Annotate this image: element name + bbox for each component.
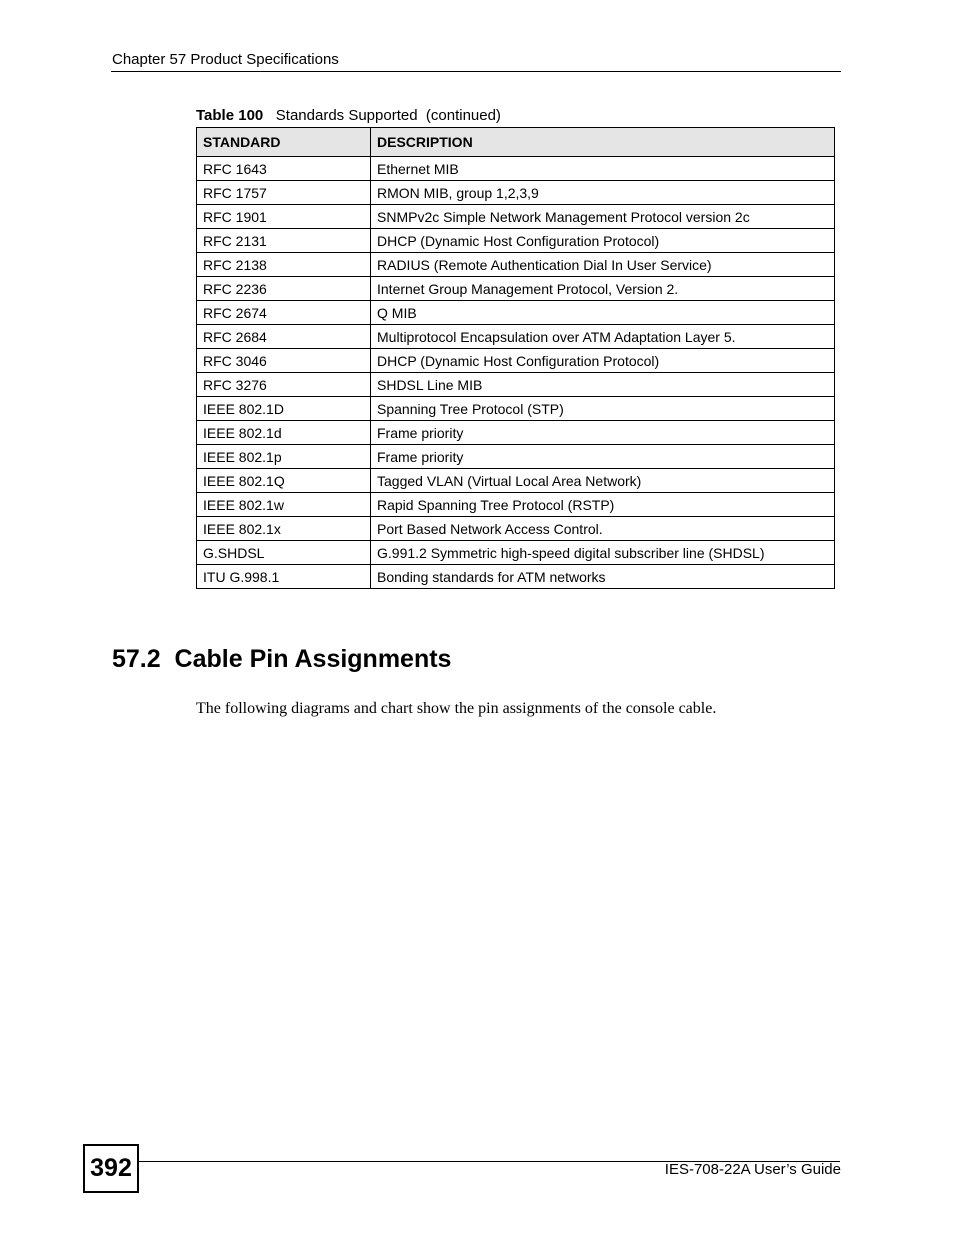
table-row bbox=[197, 421, 835, 445]
table-row bbox=[197, 277, 835, 301]
standard-cell: RFC 3046 bbox=[197, 349, 371, 373]
description-cell: Port Based Network Access Control. bbox=[371, 517, 835, 541]
standard-cell: IEEE 802.1D bbox=[197, 397, 371, 421]
description-cell: RADIUS (Remote Authentication Dial In User Service) bbox=[371, 253, 835, 277]
description-cell: DHCP (Dynamic Host Configuration Protocol) bbox=[371, 349, 835, 373]
table-row bbox=[197, 445, 835, 469]
description-cell: Internet Group Management Protocol, Version 2. bbox=[371, 277, 835, 301]
standard-cell: IEEE 802.1Q bbox=[197, 469, 371, 493]
description-cell: Rapid Spanning Tree Protocol (RSTP) bbox=[371, 493, 835, 517]
description-cell: Spanning Tree Protocol (STP) bbox=[371, 397, 835, 421]
standard-cell: G.SHDSL bbox=[197, 541, 371, 565]
standard-cell: IEEE 802.1p bbox=[197, 445, 371, 469]
table-row bbox=[197, 541, 835, 565]
table-caption-text: Standards Supported (continued) bbox=[275, 107, 501, 124]
description-cell: Q MIB bbox=[371, 301, 835, 325]
description-cell: G.991.2 Symmetric high-speed digital subscriber line (SHDSL) bbox=[371, 541, 835, 565]
column-header-description: DESCRIPTION bbox=[371, 128, 835, 157]
description-cell: DHCP (Dynamic Host Configuration Protocol) bbox=[371, 229, 835, 253]
header-divider bbox=[111, 71, 841, 72]
table-row bbox=[197, 373, 835, 397]
description-cell: Frame priority bbox=[371, 445, 835, 469]
table-row bbox=[197, 157, 835, 181]
standard-cell: ITU G.998.1 bbox=[197, 565, 371, 589]
standard-cell: RFC 2131 bbox=[197, 229, 371, 253]
standard-cell: RFC 1643 bbox=[197, 157, 371, 181]
table-row bbox=[197, 493, 835, 517]
guide-title: IES-708-22A User’s Guide bbox=[664, 1161, 841, 1178]
table-row bbox=[197, 397, 835, 421]
standard-cell: IEEE 802.1x bbox=[197, 517, 371, 541]
table-row bbox=[197, 325, 835, 349]
standard-cell: RFC 2674 bbox=[197, 301, 371, 325]
table-row bbox=[197, 517, 835, 541]
table-row bbox=[197, 229, 835, 253]
standard-cell: IEEE 802.1d bbox=[197, 421, 371, 445]
standard-cell: IEEE 802.1w bbox=[197, 493, 371, 517]
description-cell: Ethernet MIB bbox=[371, 157, 835, 181]
description-cell: SNMPv2c Simple Network Management Protocol version 2c bbox=[371, 205, 835, 229]
section-body-text: The following diagrams and chart show the pin assignments of the console cable. bbox=[196, 700, 717, 717]
table-row bbox=[197, 565, 835, 589]
table-header-row bbox=[197, 128, 835, 157]
table-row bbox=[197, 349, 835, 373]
standard-cell: RFC 2138 bbox=[197, 253, 371, 277]
description-cell: Tagged VLAN (Virtual Local Area Network) bbox=[371, 469, 835, 493]
standard-cell: RFC 2236 bbox=[197, 277, 371, 301]
description-cell: Bonding standards for ATM networks bbox=[371, 565, 835, 589]
description-cell: Multiprotocol Encapsulation over ATM Adaptation Layer 5. bbox=[371, 325, 835, 349]
standard-cell: RFC 3276 bbox=[197, 373, 371, 397]
section-heading: 57.2 Cable Pin Assignments bbox=[112, 645, 452, 673]
column-header-standard: STANDARD bbox=[197, 128, 371, 157]
table-caption bbox=[196, 107, 501, 124]
description-cell: SHDSL Line MIB bbox=[371, 373, 835, 397]
chapter-header: Chapter 57 Product Specifications bbox=[112, 51, 339, 68]
table-row bbox=[197, 205, 835, 229]
description-cell: Frame priority bbox=[371, 421, 835, 445]
page-number: 392 bbox=[83, 1144, 139, 1193]
standards-table bbox=[196, 127, 835, 589]
table-row bbox=[197, 301, 835, 325]
standard-cell: RFC 2684 bbox=[197, 325, 371, 349]
table-row bbox=[197, 253, 835, 277]
table-caption-label: Table 100 bbox=[196, 107, 264, 124]
description-cell: RMON MIB, group 1,2,3,9 bbox=[371, 181, 835, 205]
standard-cell: RFC 1757 bbox=[197, 181, 371, 205]
table-row bbox=[197, 181, 835, 205]
table-row bbox=[197, 469, 835, 493]
standard-cell: RFC 1901 bbox=[197, 205, 371, 229]
